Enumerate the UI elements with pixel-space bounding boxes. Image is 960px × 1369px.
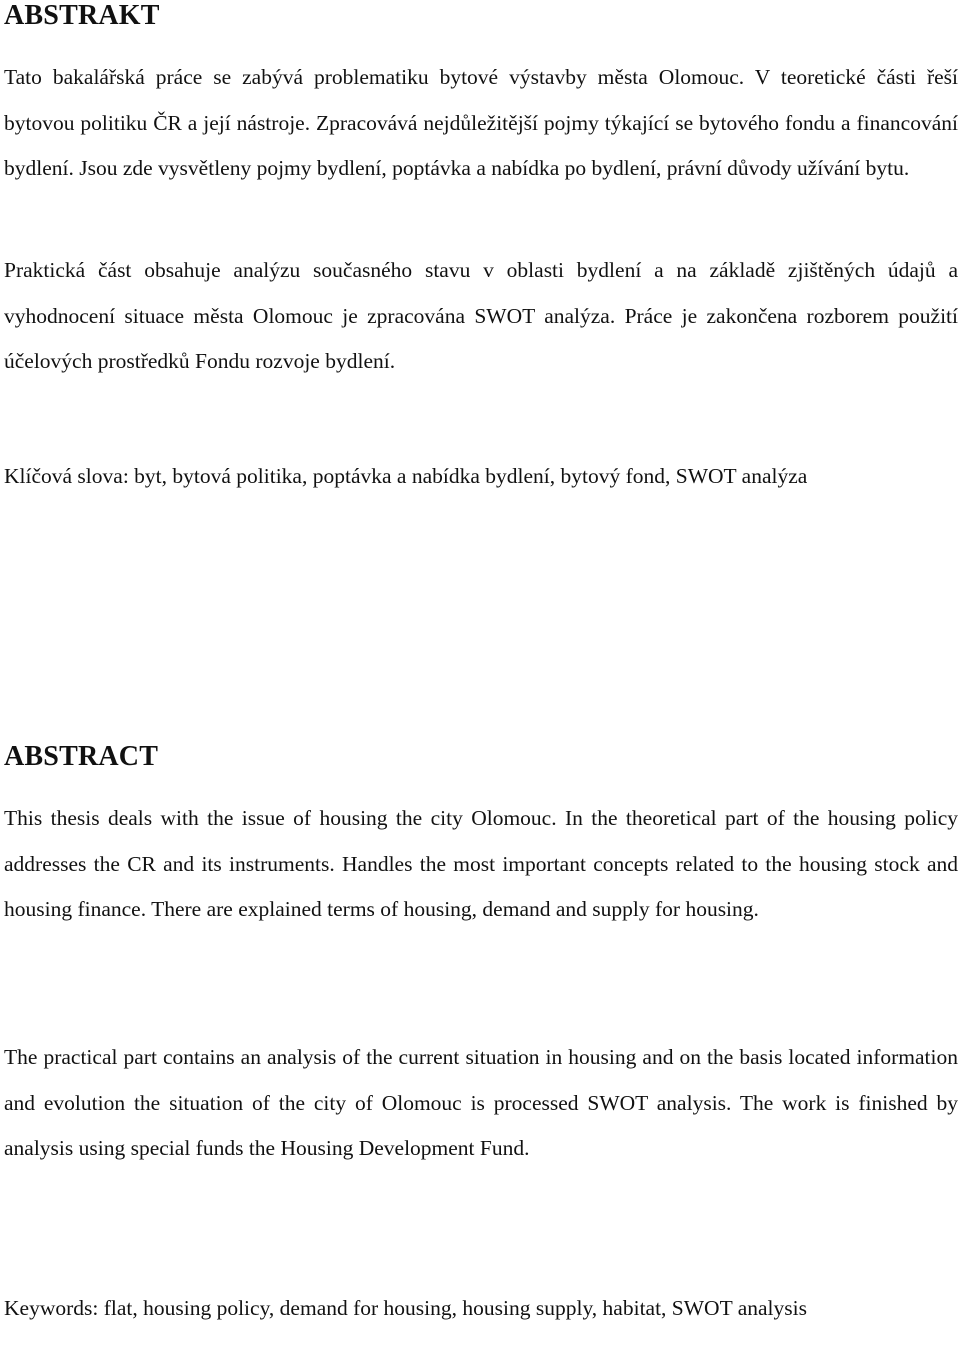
czech-keywords: Klíčová slova: byt, bytová politika, poptávka a nabídka bydlení, bytový fond, SWOT analýza bbox=[4, 464, 808, 488]
czech-abstract-paragraph-1: Tato bakalářská práce se zabývá problematiku bytové výstavby města Olomouc. V teoretické části řeší bytovou politiku ČR a její nástroje. Zpracovává nejdůležitější pojmy týkající se bytového fondu a financování bydlení. Jsou zde vysvětleny pojmy bydlení, poptávka a nabídka po bydlení, právní důvody užívání bytu. bbox=[4, 65, 958, 180]
czech-abstract-paragraph-2: Praktická část obsahuje analýzu současného stavu v oblasti bydlení a na základě zjištěných údajů a vyhodnocení situace města Olomouc je zpracována SWOT analýza. Práce je zakončena rozborem použití účelových prostředků Fondu rozvoje bydlení. bbox=[4, 258, 958, 373]
english-abstract-paragraph-1: This thesis deals with the issue of housing the city Olomouc. In the theoretical part of the housing policy addresses the CR and its instruments. Handles the most important concepts related to the housing stock and housing finance. There are explained terms of housing, demand and supply for housing. bbox=[4, 806, 958, 921]
english-abstract-heading: ABSTRACT bbox=[4, 741, 159, 772]
czech-abstract-heading: ABSTRAKT bbox=[4, 0, 160, 31]
english-keywords: Keywords: flat, housing policy, demand for housing, housing supply, habitat, SWOT analysis bbox=[4, 1296, 807, 1320]
english-abstract-paragraph-2: The practical part contains an analysis of the current situation in housing and on the basis located information and evolution the situation of the city of Olomouc is processed SWOT analysis. The work is finished by analysis using special funds the Housing Development Fund. bbox=[4, 1045, 958, 1160]
